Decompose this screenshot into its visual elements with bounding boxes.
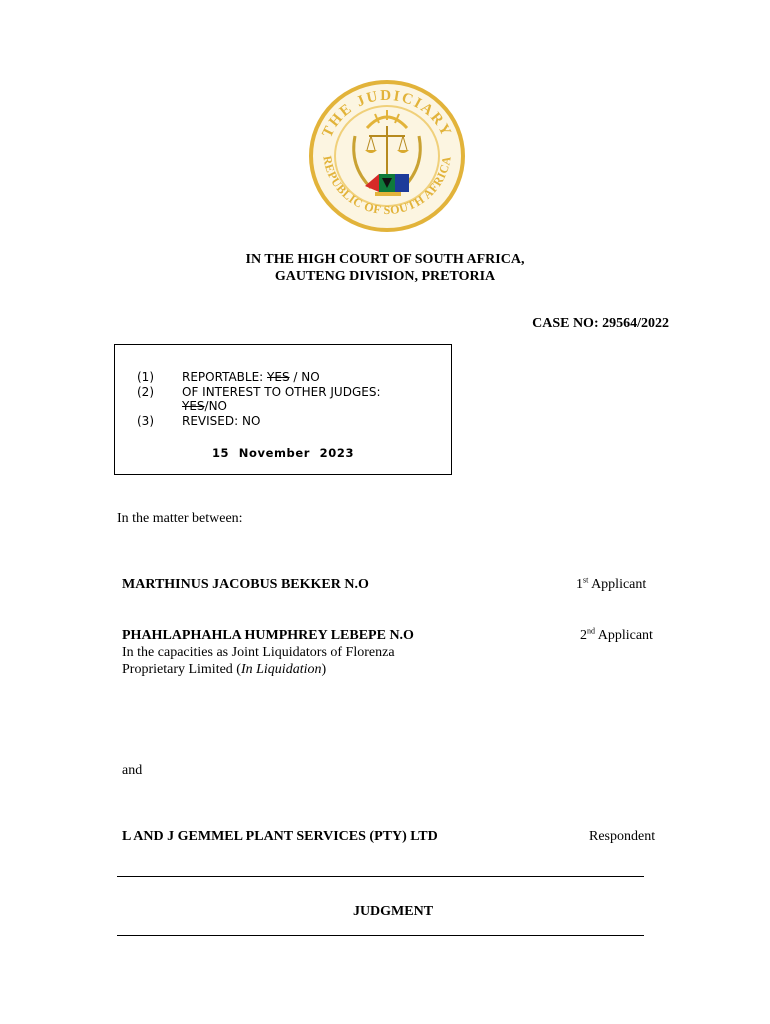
respondent-name: L AND J GEMMEL PLANT SERVICES (PTY) LTD	[122, 829, 438, 844]
divider-bottom	[117, 935, 644, 936]
court-heading	[0, 251, 770, 285]
item-number-1: (1)	[137, 370, 154, 384]
second-applicant-name: PHAHLAPHAHLA HUMPHREY LEBEPE N.O	[122, 628, 414, 643]
judgment-date: 15 November 2023	[211, 446, 355, 460]
and-separator: and	[122, 763, 143, 778]
matter-intro: In the matter between:	[117, 511, 243, 526]
capacity-line-1: In the capacities as Joint Liquidators of Florenza	[122, 645, 395, 660]
capacity-line-2: Proprietary Limited (In Liquidation)	[122, 662, 327, 677]
court-heading-line1: IN THE HIGH COURT OF SOUTH AFRICA,	[245, 252, 525, 267]
struck-yes: YES	[182, 399, 205, 413]
first-applicant-name: MARTHINUS JACOBUS BEKKER N.O	[122, 577, 369, 592]
revised-line: REVISED: NO	[182, 414, 261, 428]
item-number-2: (2)	[137, 385, 154, 399]
divider-top	[117, 876, 644, 877]
svg-text:REPUBLIC OF SOUTH AFRICA: REPUBLIC OF SOUTH AFRICA	[320, 154, 454, 218]
svg-text:THE JUDICIARY: THE JUDICIARY	[319, 87, 455, 141]
second-applicant-role: 2nd Applicant	[580, 626, 653, 643]
reportable-status-box	[114, 344, 452, 475]
case-number: CASE NO: 29564/2022	[532, 316, 669, 331]
judiciary-seal-graphic	[305, 76, 469, 236]
struck-yes: YES	[267, 370, 290, 384]
item-number-3: (3)	[137, 414, 154, 428]
judgment-title: JUDGMENT	[352, 904, 434, 919]
interest-line: OF INTEREST TO OTHER JUDGES:	[182, 385, 381, 399]
respondent-role: Respondent	[589, 829, 656, 844]
first-applicant-role: 1st Applicant	[576, 575, 647, 592]
judiciary-seal	[305, 76, 469, 236]
court-heading-line2: GAUTENG DIVISION, PRETORIA	[274, 269, 496, 284]
reportable-line: REPORTABLE: YES / NO	[182, 370, 320, 384]
interest-answer: YES/NO	[182, 399, 227, 413]
